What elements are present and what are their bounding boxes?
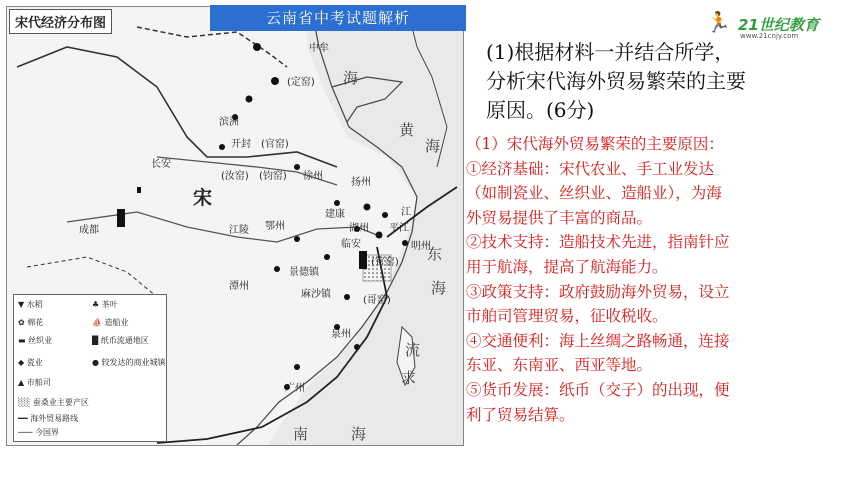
sea-qiu: 求 xyxy=(401,369,419,387)
label-dingyao: (定窑) xyxy=(287,77,315,88)
legend-silkzone: 蚕桑业主要产区 xyxy=(32,398,89,407)
map-legend xyxy=(13,294,167,442)
label-guanyao-linan: (官窑) xyxy=(371,257,399,268)
label-kaifeng: 开封 xyxy=(231,139,251,150)
label-jiangling: 江陵 xyxy=(229,225,249,236)
legend-shibosi: 市舶司 xyxy=(26,378,51,387)
shibosi-icon: ▲ xyxy=(18,378,27,387)
label-jiang: 江 xyxy=(401,207,411,218)
legend-ship: 造船业 xyxy=(104,318,129,327)
answer-line: ④交通便利：海上丝绸之路畅通，连接 xyxy=(466,331,730,350)
title-banner: 云南省中考试题解析 xyxy=(210,5,466,31)
question-text xyxy=(486,38,846,125)
sea-nanhai: 海 xyxy=(351,425,369,443)
silkzone-icon: ░░ xyxy=(18,398,33,407)
sea-nan: 南 xyxy=(293,425,311,443)
runner-icon: 🏃 xyxy=(706,10,731,34)
label-masha: 麻沙镇 xyxy=(301,289,331,300)
answer-line: ①经济基础：宋代农业、手工业发达 xyxy=(466,159,715,178)
sea-liu: 流 xyxy=(405,341,423,359)
currency-icon: █ xyxy=(92,336,101,345)
label-linan: 临安 xyxy=(341,239,361,250)
sea-huanghai: 海 xyxy=(425,137,443,155)
label-ruyao: (汝窑) xyxy=(221,171,249,182)
route-icon: ━━ xyxy=(18,414,31,423)
legend-route: 海外贸易路线 xyxy=(30,414,79,423)
city-icon: ● xyxy=(92,358,102,367)
question-line: 分析宋代海外贸易繁荣的主要 xyxy=(486,69,746,93)
ship-icon: ⛵ xyxy=(92,318,105,327)
logo-text: 21世纪教育 xyxy=(738,16,819,34)
label-junyao: (钧窑) xyxy=(259,171,287,182)
label-yangzhou: 扬州 xyxy=(351,177,371,188)
label-tanzhou: 潭州 xyxy=(229,281,249,292)
legend-cotton: 棉花 xyxy=(27,318,44,327)
label-ezhou: 鄂州 xyxy=(265,221,285,232)
legend-city: 较发达的商业城镇 xyxy=(101,358,166,367)
legend-border: 今国界 xyxy=(35,428,59,437)
question-line: 原因。(6分) xyxy=(486,98,595,122)
answer-line: 市舶司管理贸易，征收税收。 xyxy=(466,307,668,326)
cotton-icon: ✿ xyxy=(18,318,28,327)
legend-currency: 纸币流通地区 xyxy=(100,336,149,345)
label-guangzhou: 广州 xyxy=(285,383,305,394)
label-jiankang: 建康 xyxy=(325,209,345,220)
label-jingdezhen: 景德镇 xyxy=(289,267,319,278)
answer-text xyxy=(466,132,854,427)
answer-line: （1）宋代海外贸易繁荣的主要原因： xyxy=(466,135,724,153)
label-chengdu: 成都 xyxy=(79,225,99,236)
label-huzhou: 湖州 xyxy=(349,223,369,234)
answer-line: ⑤货币发展：纸币（交子）的出现，便 xyxy=(466,380,730,399)
label-quanzhou: 泉州 xyxy=(331,329,351,340)
rice-icon: ▼ xyxy=(18,300,27,309)
song-economy-map xyxy=(6,6,464,446)
label-binzhou: 滨洲 xyxy=(219,117,239,128)
answer-line: 利了贸易结算。 xyxy=(466,405,575,424)
logo-url: www.21cnjy.com xyxy=(740,32,799,40)
label-pingjiang: 平江 xyxy=(389,223,409,234)
legend-rice: 水稻 xyxy=(26,300,43,309)
label-geyao: (哥窑) xyxy=(363,295,391,306)
legend-porcelain: 瓷业 xyxy=(26,358,43,367)
legend-tea: 茶叶 xyxy=(101,300,118,309)
sea-huang: 黄 xyxy=(399,121,417,139)
label-changan: 长安 xyxy=(151,159,171,170)
label-mingzhou: 明州 xyxy=(411,241,431,252)
tea-icon: ♣ xyxy=(92,300,102,309)
porcelain-icon: ◆ xyxy=(18,358,27,367)
answer-line: 用于航海，提高了航海能力。 xyxy=(466,257,668,276)
question-line: (1)根据材料一并结合所学， xyxy=(486,40,735,64)
sea-bohai: 海 xyxy=(343,69,361,87)
border-icon: ─── xyxy=(18,428,35,437)
answer-line: 东亚、东南亚、西亚等地。 xyxy=(466,356,653,375)
answer-line: （如制瓷业、丝织业、造船业），为海 xyxy=(466,184,722,203)
map-title: 宋代经济分布图 xyxy=(9,9,112,34)
sea-donghai: 海 xyxy=(431,279,449,297)
label-xuzhou: 徐州 xyxy=(303,171,323,182)
label-zhongmu: 中牟 xyxy=(309,43,329,54)
answer-line: ②技术支持：造船技术先进，指南针应 xyxy=(466,233,730,252)
silk-icon: ▬ xyxy=(18,336,29,345)
legend-silk: 丝织业 xyxy=(28,336,53,345)
answer-line: 外贸易提供了丰富的商品。 xyxy=(466,208,653,227)
label-song: 宋 xyxy=(193,187,213,209)
sea-dong: 东 xyxy=(427,245,445,263)
label-guanyao-kaifeng: (官窑) xyxy=(261,139,289,150)
answer-line: ③政策支持：政府鼓励海外贸易，设立 xyxy=(466,282,730,301)
